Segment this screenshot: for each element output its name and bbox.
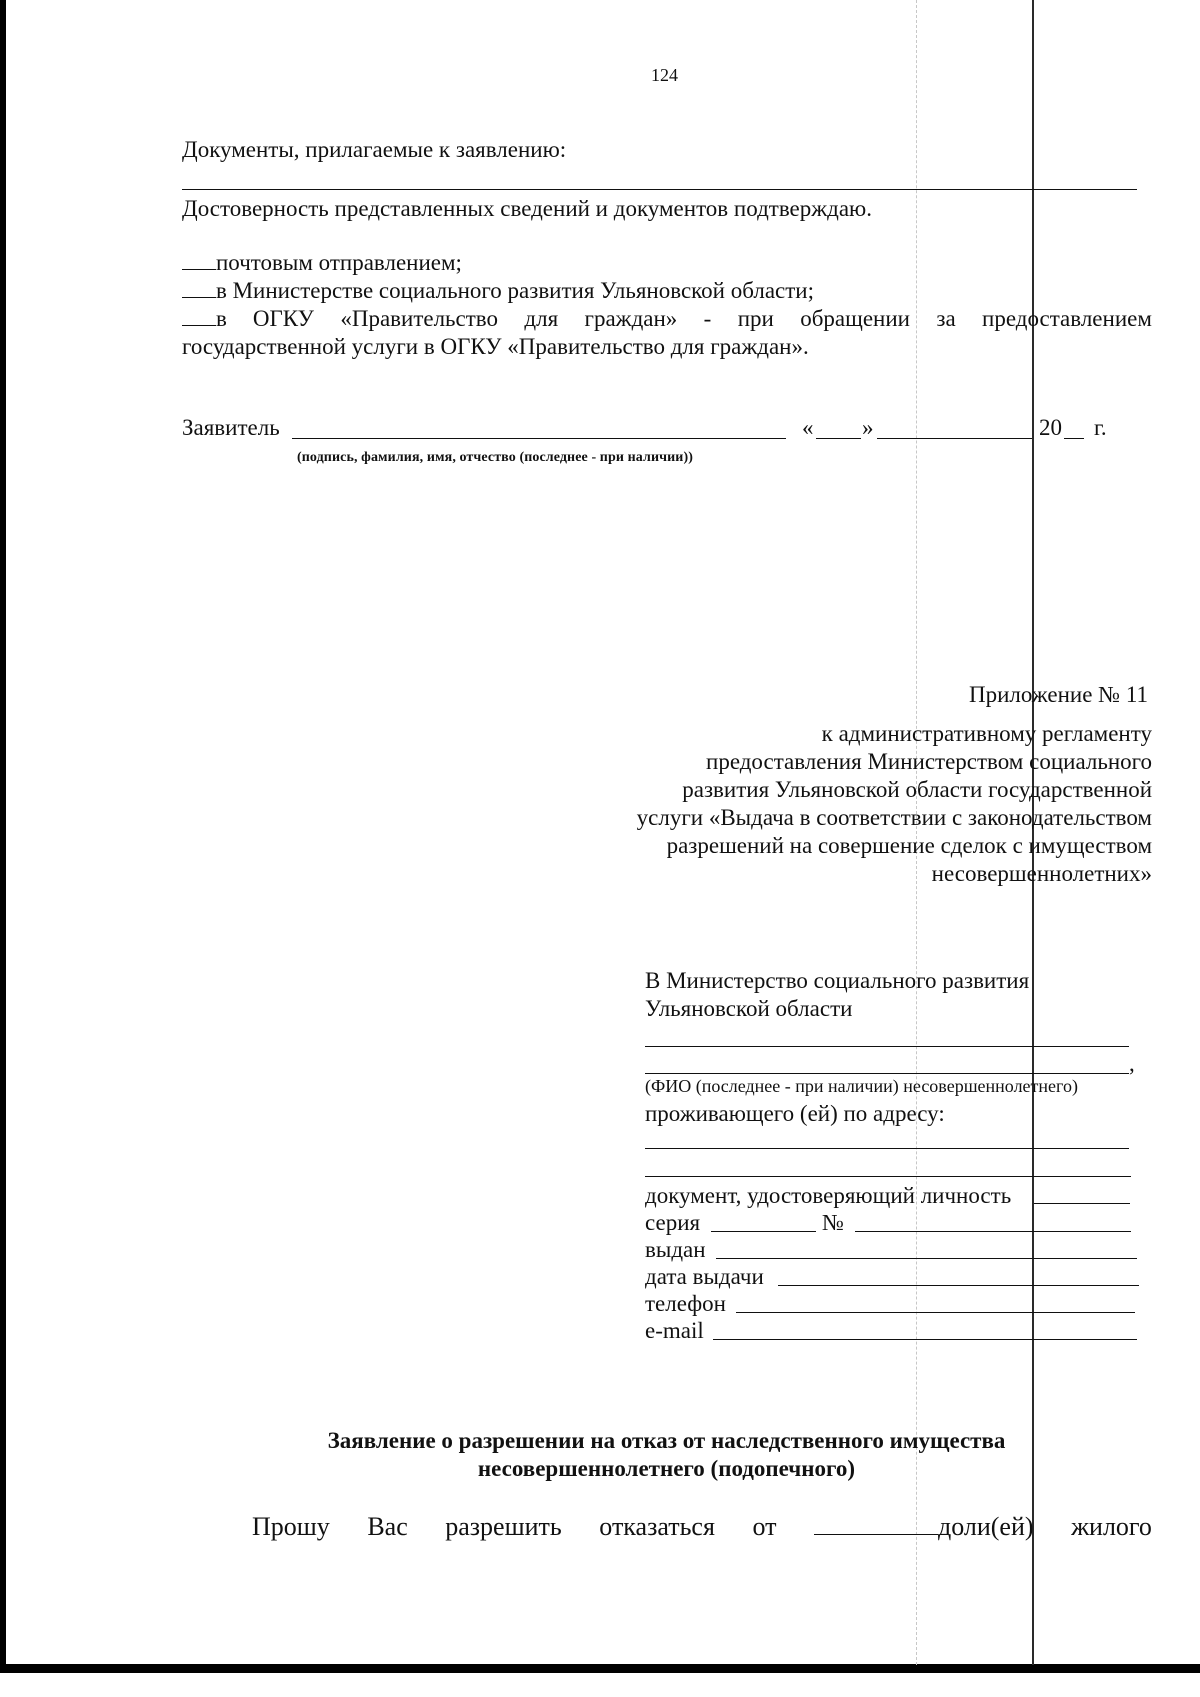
ogku-word: для (524, 306, 559, 331)
statement-title-1: Заявление о разрешении на отказ от наследственного имущества (327, 1428, 1006, 1453)
issued-line[interactable] (716, 1258, 1137, 1259)
delivery-option-post: почтовым отправлением; (182, 249, 462, 276)
series-label: серия (645, 1210, 701, 1235)
date-quote-open: « (802, 415, 814, 440)
confirmation-text: Достоверность представленных сведений и документов подтверждаю. (182, 196, 872, 221)
series-line[interactable] (711, 1231, 816, 1232)
appendix-line-1: к административному регламенту (821, 721, 1152, 746)
attachments-line[interactable] (182, 189, 1137, 190)
fio-line-2[interactable] (645, 1073, 1129, 1074)
statement-last-word: жилого (1071, 1512, 1152, 1541)
appendix-line-3: развития Ульяновской области государственной (682, 777, 1152, 802)
attachments-label: Документы, прилагаемые к заявлению: (182, 137, 567, 162)
address-line-1[interactable] (645, 1148, 1129, 1149)
page-number: 124 (651, 65, 678, 85)
scan-left-border (0, 0, 6, 1670)
ogku-word: «Правительство (340, 306, 499, 331)
ogku-word: обращении (800, 306, 910, 331)
date-month-line[interactable] (877, 438, 1032, 439)
appendix-title: Приложение № 11 (968, 682, 1148, 707)
delivery-checkbox-post[interactable] (182, 249, 216, 270)
date-year-prefix: 20 (1039, 415, 1062, 440)
address-label: проживающего (ей) по адресу: (645, 1101, 945, 1126)
date-quote-close: » (862, 415, 874, 440)
ogku-word: предоставлением (982, 306, 1152, 331)
date-year-line[interactable] (1064, 438, 1084, 439)
issue-date-line[interactable] (778, 1285, 1139, 1286)
applicant-label: Заявитель (182, 415, 280, 440)
statement-word-4: отказаться (599, 1512, 715, 1541)
delivery-option-ministry: в Министерстве социального развития Ульяновской области; (182, 277, 814, 304)
appendix-line-6: несовершеннолетних» (931, 861, 1152, 886)
addressee-line-1: В Министерство социального развития (645, 968, 1030, 993)
ogku-word: при (737, 306, 774, 331)
statement-word-1: Прошу (252, 1512, 330, 1541)
number-line[interactable] (855, 1231, 1131, 1232)
delivery-option-ogku: в ОГКУ «Правительство для граждан» - при обращении за предоставлением (182, 305, 1152, 332)
fio-comma: , (1129, 1051, 1135, 1076)
applicant-signature-line[interactable] (292, 438, 786, 439)
share-label: доли(ей) (938, 1512, 1034, 1541)
date-year-suffix: г. (1094, 415, 1107, 440)
id-doc-line[interactable] (1034, 1203, 1130, 1204)
fio-line-1[interactable] (645, 1046, 1129, 1047)
date-day-line[interactable] (816, 438, 861, 439)
addressee-line-2: Ульяновской области (645, 996, 853, 1021)
delivery-option-ogku-text (253, 305, 1152, 332)
ogku-word: граждан» (584, 306, 678, 331)
statement-word-2: Вас (367, 1512, 408, 1541)
appendix-line-5: разрешений на совершение сделок с имуществом (666, 833, 1152, 858)
delivery-option-ogku-cont: государственной услуги в ОГКУ «Правительство для граждан». (182, 334, 809, 359)
statement-body (252, 1512, 1152, 1542)
delivery-checkbox-ogku[interactable] (182, 305, 216, 326)
issued-label: выдан (645, 1237, 706, 1262)
applicant-caption: (подпись, фамилия, имя, отчество (последнее - при наличии)) (297, 450, 693, 465)
phone-label: телефон (645, 1291, 726, 1316)
share-line[interactable] (814, 1512, 938, 1535)
scan-bottom-border (0, 1664, 1200, 1673)
ogku-word: за (936, 306, 956, 331)
email-label: e-mail (645, 1318, 704, 1343)
statement-title-2: несовершеннолетнего (подопечного) (477, 1456, 856, 1481)
share-field (814, 1512, 1034, 1542)
statement-word-3: разрешить (445, 1512, 562, 1541)
phone-line[interactable] (736, 1312, 1135, 1313)
id-doc-label: документ, удостоверяющий личность (645, 1183, 1012, 1208)
appendix-line-4: услуги «Выдача в соответствии с законодательством (636, 805, 1152, 830)
issue-date-label: дата выдачи (645, 1264, 764, 1289)
statement-word-5: от (752, 1512, 777, 1541)
number-label: № (822, 1210, 844, 1235)
fio-caption: (ФИО (последнее - при наличии) несовершеннолетнего) (645, 1076, 1078, 1096)
appendix-line-2: предоставления Министерством социального (706, 749, 1152, 774)
ogku-word: ОГКУ (252, 306, 314, 331)
delivery-checkbox-ministry[interactable] (182, 277, 216, 298)
ogku-word: - (703, 306, 712, 331)
address-line-2[interactable] (645, 1176, 1131, 1177)
email-line[interactable] (713, 1339, 1137, 1340)
